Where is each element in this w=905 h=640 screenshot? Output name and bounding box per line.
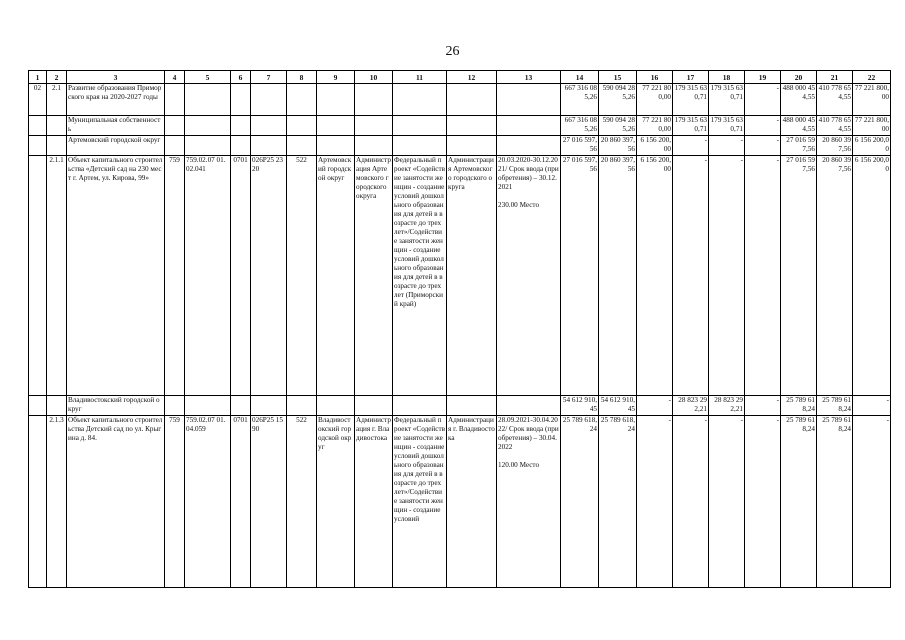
table-cell-col-5 [185, 396, 231, 416]
table-cell-col-18: 28 823 292,21 [709, 396, 745, 416]
table-cell-col-9: Артемовский городской округ [317, 156, 355, 396]
table-cell-col-2 [47, 396, 67, 416]
table-cell-col-17: - [673, 156, 709, 396]
table-cell-col-2 [47, 136, 67, 156]
table-cell-col-8 [287, 136, 317, 156]
table-cell-col-6 [231, 116, 251, 136]
table-cell-col-18: 179 315 630,71 [709, 116, 745, 136]
header-cell: 16 [637, 71, 673, 84]
table-cell-col-14: 54 612 910,45 [561, 396, 599, 416]
table-cell-col-12 [447, 136, 497, 156]
header-cell: 3 [67, 71, 165, 84]
table-cell-col-3: Муниципальная собственность [67, 116, 165, 136]
table-cell-col-7 [251, 116, 287, 136]
header-cell: 11 [393, 71, 447, 84]
table-cell-col-16: 6 156 200,00 [637, 156, 673, 396]
table-cell-col-7 [251, 84, 287, 116]
table-cell-col-21: 410 778 654,55 [817, 84, 853, 116]
table-cell-col-5: 759.02.07 01.04.059 [185, 416, 231, 588]
table-cell-col-16: 77 221 800,00 [637, 116, 673, 136]
table-cell-col-9 [317, 116, 355, 136]
table-cell-col-3: Артемовский городской округ [67, 136, 165, 156]
table-cell-col-3: Владивостокский городской округ [67, 396, 165, 416]
table-cell-col-15: 25 789 618,24 [599, 416, 637, 588]
table-cell-col-6 [231, 136, 251, 156]
table-cell-col-10 [355, 396, 393, 416]
table-cell-col-13: 28.09.2021-30.04.2022/ Срок ввода (приобретения) – 30.04.2022 120.00 Место [497, 416, 561, 588]
table-cell-col-6 [231, 396, 251, 416]
header-cell: 22 [853, 71, 891, 84]
table-cell-col-4: 759 [165, 416, 185, 588]
table-cell-col-19: - [745, 156, 781, 396]
table-cell-col-22: - [853, 416, 891, 588]
header-cell: 15 [599, 71, 637, 84]
table-cell-col-12: Администрация Артемовского городского округа [447, 156, 497, 396]
table-cell-col-22: - [853, 396, 891, 416]
table-cell-col-12 [447, 396, 497, 416]
table-cell-col-4 [165, 116, 185, 136]
table-cell-col-15: 54 612 910,45 [599, 396, 637, 416]
table-cell-col-15: 20 860 397,56 [599, 136, 637, 156]
table-cell-col-22: 6 156 200,00 [853, 156, 891, 396]
table-cell-col-2: 2.1.1 [47, 156, 67, 396]
table-cell-col-13 [497, 136, 561, 156]
table-header-row [29, 71, 891, 84]
header-cell: 7 [251, 71, 287, 84]
table-cell-col-18: 179 315 630,71 [709, 84, 745, 116]
table-cell-col-20: 488 000 454,55 [781, 84, 817, 116]
table-cell-col-9 [317, 136, 355, 156]
table-cell-col-16: 6 156 200,00 [637, 136, 673, 156]
header-cell: 18 [709, 71, 745, 84]
table-cell-col-15: 590 094 285,26 [599, 84, 637, 116]
table-cell-col-2 [47, 116, 67, 136]
table-cell-col-20: 25 789 618,24 [781, 416, 817, 588]
table-cell-col-13 [497, 396, 561, 416]
header-cell: 12 [447, 71, 497, 84]
table-cell-col-22: 77 221 800,00 [853, 84, 891, 116]
table-cell-col-2: 2.1.3 [47, 416, 67, 588]
header-cell: 2 [47, 71, 67, 84]
table-row [29, 136, 891, 156]
header-cell: 5 [185, 71, 231, 84]
table-cell-col-11: Федеральный проект «Содействие занятости женщин - создание условий дошкольного образования для детей в возрасте до трех лет»/Содействие занятости женщин - создание условий дошкольного образования для детей в возрасте до трех лет (Приморский край) [393, 156, 447, 396]
table-cell-col-7: 026P25 2320 [251, 156, 287, 396]
table-cell-col-21: 25 789 618,24 [817, 396, 853, 416]
table-cell-col-8: 522 [287, 416, 317, 588]
table-cell-col-14: 667 316 085,26 [561, 116, 599, 136]
table-cell-col-12 [447, 84, 497, 116]
table-cell-col-20: 27 016 597,56 [781, 156, 817, 396]
table-cell-col-13 [497, 84, 561, 116]
table-cell-col-19: - [745, 116, 781, 136]
table-cell-col-2: 2.1 [47, 84, 67, 116]
header-cell: 8 [287, 71, 317, 84]
table-cell-col-5 [185, 84, 231, 116]
table-cell-col-19: - [745, 396, 781, 416]
header-cell: 14 [561, 71, 599, 84]
table-body [29, 71, 891, 588]
table-cell-col-4 [165, 136, 185, 156]
table-cell-col-22: 6 156 200,00 [853, 136, 891, 156]
table-cell-col-3: Объект капитального строительства «Детский сад на 230 мест г. Артем, ул. Кирова, 99» [67, 156, 165, 396]
table-cell-col-1: 02 [29, 84, 47, 116]
table-cell-col-10: Администрация Артемовского городского округа [355, 156, 393, 396]
table-cell-col-17: - [673, 416, 709, 588]
table-cell-col-10 [355, 136, 393, 156]
table-cell-col-7 [251, 136, 287, 156]
table-cell-col-18: - [709, 136, 745, 156]
table-cell-col-16: - [637, 416, 673, 588]
table-cell-col-10: Администрация г. Владивостока [355, 416, 393, 588]
table-cell-col-21: 410 778 654,55 [817, 116, 853, 136]
table-cell-col-15: 20 860 397,56 [599, 156, 637, 396]
table-cell-col-21: 25 789 618,24 [817, 416, 853, 588]
header-cell: 4 [165, 71, 185, 84]
table-cell-col-19: - [745, 84, 781, 116]
table-cell-col-8: 522 [287, 156, 317, 396]
header-cell: 21 [817, 71, 853, 84]
table-cell-col-11: Федеральный проект «Содействие занятости женщин - создание условий дошкольного образования для детей в возрасте до трех лет»/Содействие занятости женщин - создание условий [393, 416, 447, 588]
table-cell-col-5 [185, 116, 231, 136]
table-cell-col-16: 77 221 800,00 [637, 84, 673, 116]
table-cell-col-4: 759 [165, 156, 185, 396]
table-row [29, 416, 891, 588]
table-cell-col-21: 20 860 397,56 [817, 156, 853, 396]
header-cell: 17 [673, 71, 709, 84]
table-cell-col-22: 77 221 800,00 [853, 116, 891, 136]
table-row [29, 116, 891, 136]
header-cell: 20 [781, 71, 817, 84]
table-cell-col-11 [393, 84, 447, 116]
table-cell-col-13: 20.03.2020-30.12.2021/ Срок ввода (приобретения) – 30.12.2021 230.00 Место [497, 156, 561, 396]
table-cell-col-15: 590 094 285,26 [599, 116, 637, 136]
table-row [29, 84, 891, 116]
table-cell-col-6: 0701 [231, 156, 251, 396]
table-cell-col-6: 0701 [231, 416, 251, 588]
table-cell-col-3: Развитие образования Приморского края на 2020-2027 годы [67, 84, 165, 116]
table-cell-col-11 [393, 136, 447, 156]
table-cell-col-17: 179 315 630,71 [673, 116, 709, 136]
table-cell-col-11 [393, 396, 447, 416]
table-cell-col-18: - [709, 156, 745, 396]
table-cell-col-4 [165, 396, 185, 416]
header-cell: 6 [231, 71, 251, 84]
budget-table [28, 70, 891, 588]
table-cell-col-17: - [673, 136, 709, 156]
table-cell-col-19: - [745, 136, 781, 156]
header-cell: 13 [497, 71, 561, 84]
table-cell-col-1 [29, 396, 47, 416]
table-cell-col-14: 27 016 597,56 [561, 136, 599, 156]
table-cell-col-8 [287, 396, 317, 416]
table-cell-col-20: 25 789 618,24 [781, 396, 817, 416]
table-cell-col-8 [287, 84, 317, 116]
table-row [29, 156, 891, 396]
table-cell-col-1 [29, 136, 47, 156]
table-cell-col-9 [317, 396, 355, 416]
page-number: 26 [445, 44, 460, 59]
table-cell-col-20: 27 016 597,56 [781, 136, 817, 156]
table-cell-col-7: 026P25 1590 [251, 416, 287, 588]
header-cell: 1 [29, 71, 47, 84]
table-cell-col-7 [251, 396, 287, 416]
header-cell: 9 [317, 71, 355, 84]
table-cell-col-1 [29, 156, 47, 396]
header-cell: 10 [355, 71, 393, 84]
table-cell-col-17: 179 315 630,71 [673, 84, 709, 116]
table-cell-col-18: - [709, 416, 745, 588]
table-cell-col-10 [355, 116, 393, 136]
table-cell-col-21: 20 860 397,56 [817, 136, 853, 156]
header-cell: 19 [745, 71, 781, 84]
table-cell-col-1 [29, 416, 47, 588]
table-cell-col-14: 25 789 618,24 [561, 416, 599, 588]
table-cell-col-12: Администрация г. Владивостока [447, 416, 497, 588]
table-cell-col-9 [317, 84, 355, 116]
table-cell-col-12 [447, 116, 497, 136]
table-cell-col-13 [497, 116, 561, 136]
table-cell-col-16: - [637, 396, 673, 416]
table-cell-col-19: - [745, 416, 781, 588]
table-cell-col-4 [165, 84, 185, 116]
table-row [29, 396, 891, 416]
table-cell-col-20: 488 000 454,55 [781, 116, 817, 136]
table-cell-col-5 [185, 136, 231, 156]
table-cell-col-9: Владивостокский городской округ [317, 416, 355, 588]
table-cell-col-17: 28 823 292,21 [673, 396, 709, 416]
table-cell-col-14: 27 016 597,56 [561, 156, 599, 396]
table-cell-col-14: 667 316 085,26 [561, 84, 599, 116]
table-cell-col-1 [29, 116, 47, 136]
table-cell-col-8 [287, 116, 317, 136]
table-cell-col-11 [393, 116, 447, 136]
table-cell-col-6 [231, 84, 251, 116]
table-cell-col-3: Объект капитального строительства Детский сад по ул. Крыгина д. 84. [67, 416, 165, 588]
table-cell-col-5: 759.02.07 01.02.041 [185, 156, 231, 396]
table-cell-col-10 [355, 84, 393, 116]
